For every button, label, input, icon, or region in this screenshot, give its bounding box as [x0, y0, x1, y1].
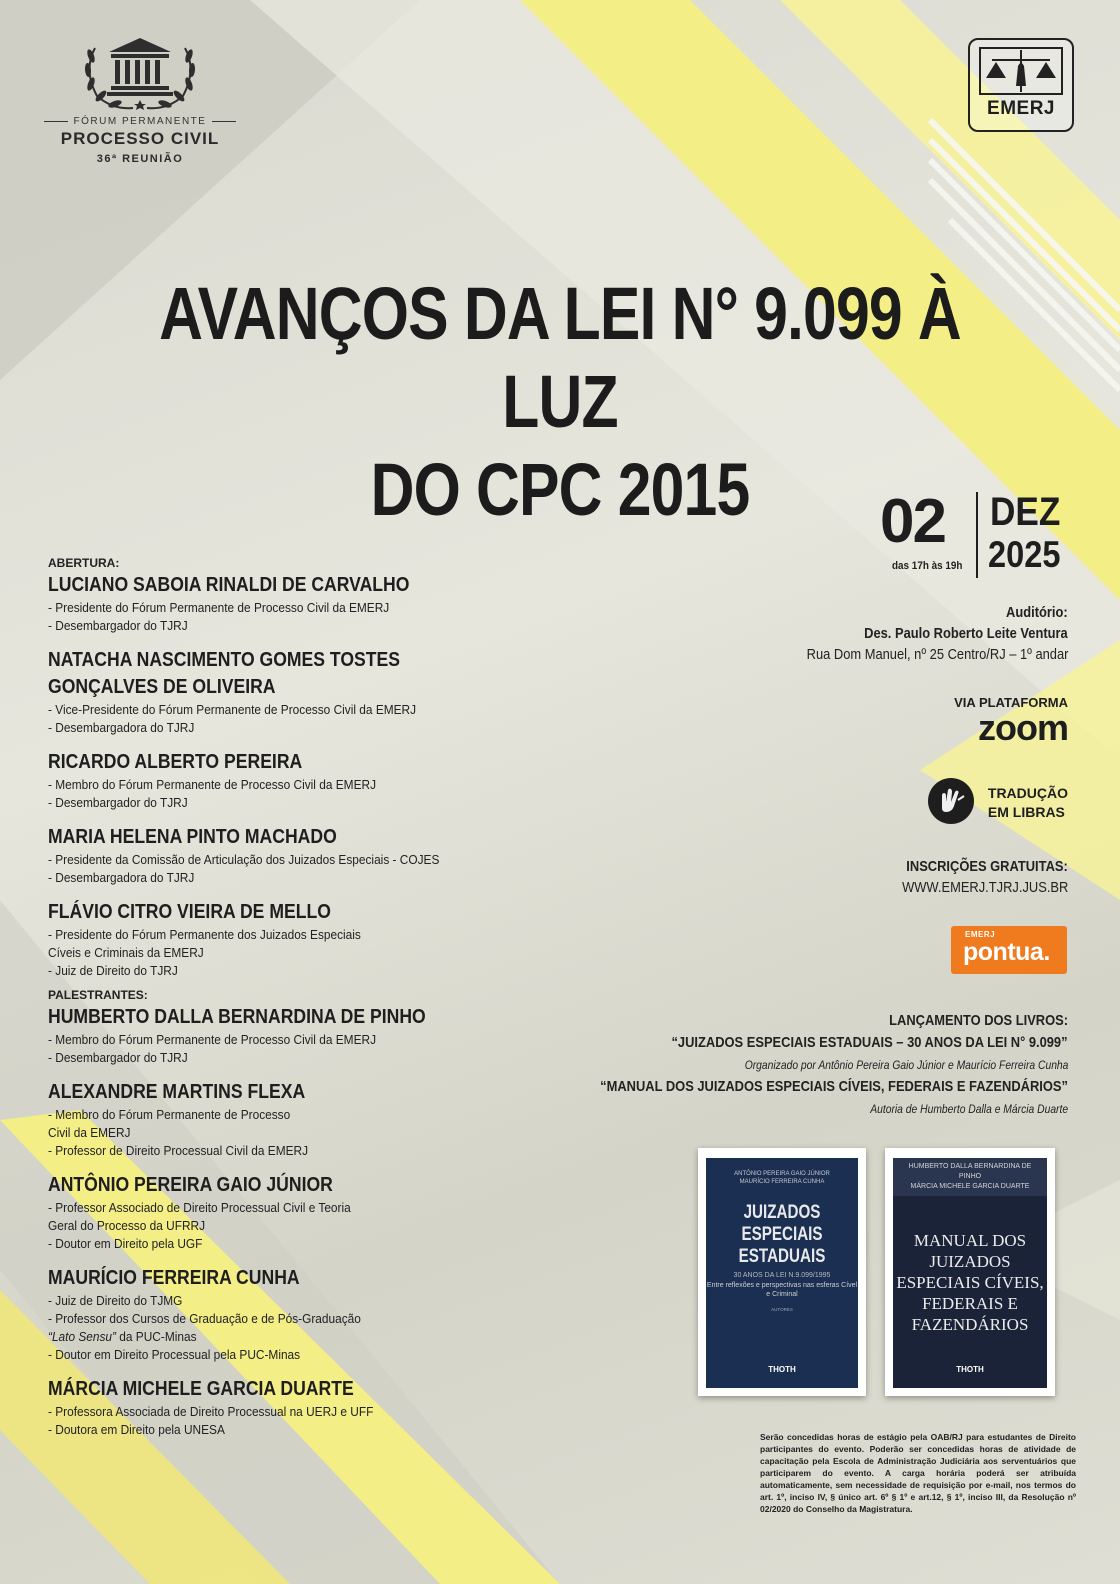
speaker-role: - Presidente do Fórum Permanente de Processo Civil da EMERJ — [48, 601, 390, 615]
speaker-role: - Membro do Fórum Permanente de Processo — [48, 1108, 291, 1122]
pontua-word: pontua. — [963, 938, 1050, 966]
registration-label: INSCRIÇÕES GRATUITAS: — [906, 858, 1068, 875]
speaker-entry — [48, 1004, 568, 1067]
speaker-role: - Desembargador do TJRJ — [48, 619, 188, 633]
speaker-role: - Presidente do Fórum Permanente dos Juizados Especiais — [48, 928, 361, 942]
zoom-logo: zoom — [978, 707, 1068, 748]
sign-language-hands-icon — [928, 778, 974, 824]
speaker-role: Geral do Processo da UFRRJ — [48, 1219, 206, 1233]
speaker-role: - Membro do Fórum Permanente de Processo Civil da EMERJ — [48, 778, 377, 792]
speaker-role: - Professor dos Cursos de Graduação e de Pós-Graduação — [48, 1312, 361, 1326]
speaker-role: - Professora Associada de Direito Processual na UERJ e UFF — [48, 1405, 374, 1419]
speaker-entry — [48, 572, 568, 635]
speaker-name: ANTÔNIO PEREIRA GAIO JÚNIOR — [48, 1174, 333, 1196]
speaker-role: - Desembargador do TJRJ — [48, 796, 188, 810]
speaker-role: - Desembargadora do TJRJ — [48, 871, 195, 885]
emerj-logo — [968, 38, 1074, 132]
speaker-name: HUMBERTO DALLA BERNARDINA DE PINHO — [48, 1006, 426, 1028]
lato-sensu-term: “Lato Sensu” — [48, 1330, 116, 1344]
cover-1-subtitle: 30 ANOS DA LEI N.9.099/1995 — [733, 1272, 831, 1279]
speaker-role: - Vice-Presidente do Fórum Permanente de Processo Civil da EMERJ — [48, 703, 417, 717]
book-1-title: “JUIZADOS ESPECIAIS ESTADUAIS – 30 ANOS DA LEI N° 9.099” — [671, 1034, 1068, 1051]
date-time: das 17h às 19h — [892, 560, 963, 572]
speaker-role: - Professor Associado de Direito Processual Civil e Teoria — [48, 1201, 351, 1215]
cover-2-publisher: THOTH — [956, 1365, 984, 1374]
speaker-role: Civil da EMERJ — [48, 1126, 131, 1140]
opening-label: ABERTURA: — [48, 556, 120, 570]
date-day: 02 — [880, 487, 945, 556]
book-2-credit: Autoria de Humberto Dalla e Márcia Duarte — [870, 1102, 1068, 1116]
speaker-entry — [48, 1265, 568, 1364]
speaker-role: - Doutor em Direito Processual pela PUC-Minas — [48, 1348, 301, 1362]
speaker-name: LUCIANO SABOIA RINALDI DE CARVALHO — [48, 574, 410, 596]
cover-1-authors: ANTÔNIO PEREIRA GAIO JÚNIOR MAURÍCIO FERREIRA CUNHA — [734, 1171, 830, 1185]
speaker-entry — [48, 1172, 568, 1253]
speaker-entry — [48, 647, 568, 737]
speaker-role-italic — [48, 1328, 542, 1346]
libras-line-1: TRADUÇÃO — [987, 785, 1068, 801]
cover-1-tagline: Entre reflexões e perspectivas nas esferas Cível e Criminal — [706, 1282, 858, 1298]
registration-url[interactable]: WWW.EMERJ.TJRJ.JUS.BR — [901, 879, 1068, 896]
emerj-pontua-badge — [951, 926, 1067, 974]
cover-1-publisher: THOTH — [768, 1365, 796, 1374]
cover-1-contributors: AUTORES — [771, 1307, 793, 1312]
speakers-label: PALESTRANTES: — [48, 988, 148, 1002]
speaker-entry — [48, 749, 568, 812]
registration — [875, 856, 1068, 898]
speaker-role: - Juiz de Direito do TJMG — [48, 1294, 183, 1308]
date-divider — [976, 492, 978, 578]
speaker-name: RICARDO ALBERTO PEREIRA — [48, 751, 303, 773]
speaker-role: - Doutor em Direito pela UGF — [48, 1237, 203, 1251]
date-year: 2025 — [988, 534, 1061, 575]
event-title-line-1: AVANÇOS DA LEI N° 9.099 À LUZ — [159, 272, 961, 443]
scales-of-justice-icon — [978, 46, 1064, 96]
speaker-entry — [48, 1376, 568, 1439]
speaker-name-cont: GONÇALVES DE OLIVEIRA — [48, 676, 276, 698]
book-1-credit: Organizado por Antônio Pereira Gaio Júnior e Maurício Ferreira Cunha — [744, 1058, 1068, 1072]
cover-2-title: MANUAL DOS JUIZADOS ESPECIAIS CÍVEIS, FEDERAIS E FAZENDÁRIOS — [896, 1231, 1044, 1334]
speakers-list — [48, 556, 568, 1451]
speaker-entry — [48, 824, 568, 887]
cover-2-authors: HUMBERTO DALLA BERNARDINA DE PINHO MÁRCIA MICHELE GARCIA DUARTE — [893, 1158, 1047, 1196]
venue-address: Rua Dom Manuel, nº 25 Centro/RJ – 1º andar — [806, 646, 1068, 663]
speaker-role: - Presidente da Comissão de Articulação dos Juizados Especiais - COJES — [48, 853, 440, 867]
cover-1-title: JUIZADOS ESPECIAIS ESTADUAIS — [738, 1202, 826, 1267]
book-cover-juizados — [698, 1148, 866, 1396]
speaker-entry — [48, 1079, 568, 1160]
speaker-name: ALEXANDRE MARTINS FLEXA — [48, 1081, 306, 1103]
speaker-name: NATACHA NASCIMENTO GOMES TOSTES — [48, 649, 401, 671]
speaker-role: - Membro do Fórum Permanente de Processo Civil da EMERJ — [48, 1033, 377, 1047]
speaker-name: MAURÍCIO FERREIRA CUNHA — [48, 1267, 300, 1289]
speaker-role: - Juiz de Direito do TJRJ — [48, 964, 178, 978]
lato-sensu-rest: da PUC-Minas — [115, 1330, 197, 1344]
venue-label: Auditório: — [1006, 604, 1068, 621]
libras-line-2: EM LIBRAS — [987, 804, 1065, 820]
book-launch — [524, 1010, 1068, 1120]
date-month: DEZ — [990, 490, 1061, 534]
speaker-role: - Desembargador do TJRJ — [48, 1051, 188, 1065]
book-2-title: “MANUAL DOS JUIZADOS ESPECIAIS CÍVEIS, FEDERAIS E FAZENDÁRIOS” — [600, 1078, 1068, 1095]
venue — [764, 602, 1068, 665]
internship-hours-note: Serão concedidas horas de estágio pela OAB/RJ para estudantes de Direito participantes do evento. Poderão ser concedidas horas de atividade de capacitação pela Escola de Administração Judiciária aos serventuários que participarem do evento. A carga horária poderá ser atribuída automaticamente, sem necessidade de requisição por e-mail, nos termos do art. 1º, inciso IV, § único art. 6º § 1º e art.12, § 1º, inciso III, da Resolução nº 02/2020 do Conselho da Magistratura. — [760, 1432, 1076, 1514]
forum-meeting: 36ª REUNIÃO — [96, 153, 184, 165]
courthouse-laurel-icon — [75, 30, 205, 112]
libras-translation — [928, 778, 1068, 828]
emerj-wordmark: EMERJ — [987, 98, 1055, 119]
forum-subtitle: FÓRUM PERMANENTE — [73, 116, 207, 127]
speaker-name: MARIA HELENA PINTO MACHADO — [48, 826, 337, 848]
zoom-label: VIA PLATAFORMA — [954, 695, 1068, 710]
book-cover-manual — [885, 1148, 1055, 1396]
speaker-role: Cíveis e Criminais da EMERJ — [48, 946, 204, 960]
event-title-line-2: DO CPC 2015 — [370, 448, 750, 531]
forum-title: PROCESSO CIVIL — [60, 129, 220, 148]
zoom-platform — [954, 695, 1068, 746]
speaker-role: - Desembargadora do TJRJ — [48, 721, 195, 735]
speaker-role: - Professor de Direito Processual Civil da EMERJ — [48, 1144, 309, 1158]
speaker-name: FLÁVIO CITRO VIEIRA DE MELLO — [48, 901, 331, 923]
pontua-brand: EMERJ — [965, 930, 996, 939]
event-date — [880, 487, 1068, 582]
speaker-name: MÁRCIA MICHELE GARCIA DUARTE — [48, 1378, 354, 1400]
book-launch-heading: LANÇAMENTO DOS LIVROS: — [889, 1012, 1068, 1029]
speaker-role: - Doutora em Direito pela UNESA — [48, 1423, 225, 1437]
speaker-entry — [48, 899, 568, 980]
forum-logo — [40, 30, 240, 165]
venue-name: Des. Paulo Roberto Leite Ventura — [864, 625, 1068, 642]
